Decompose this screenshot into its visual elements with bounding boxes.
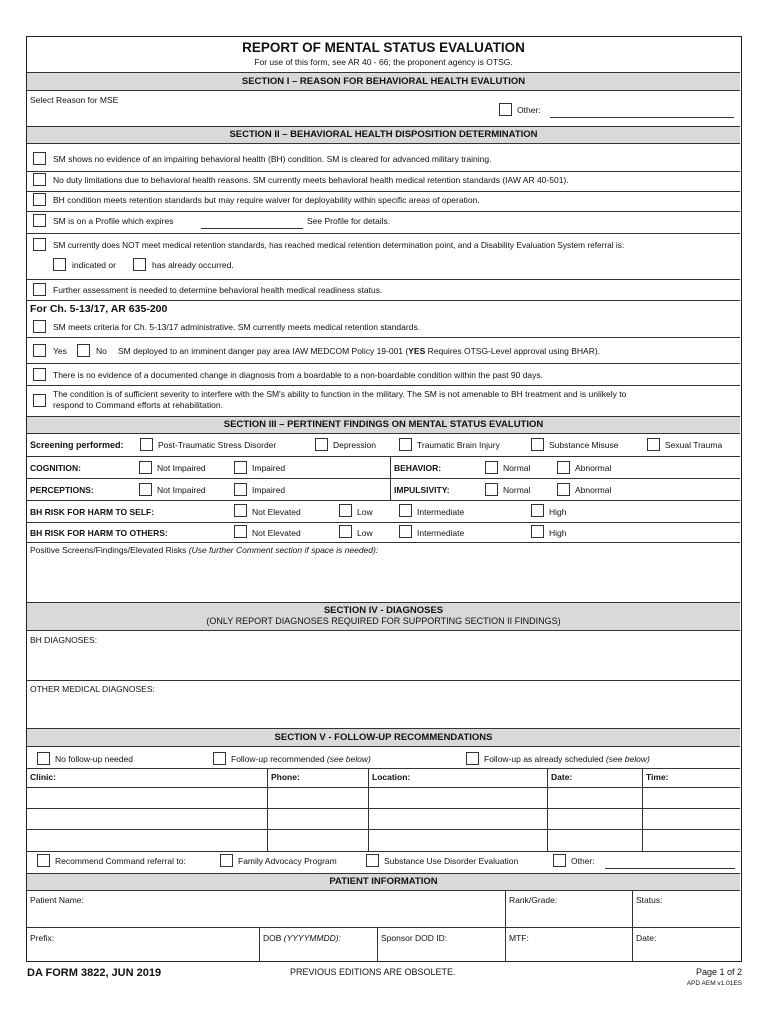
bh-diagnoses-field[interactable] [27, 646, 740, 680]
tbi-checkbox[interactable] [399, 438, 412, 451]
section-4-subtitle: (ONLY REPORT DIAGNOSES REQUIRED FOR SUPPORTING SECTION II FINDINGS) [206, 616, 561, 626]
cognition-not-impaired-checkbox[interactable] [139, 461, 152, 474]
select-reason-label: Select Reason for MSE [30, 95, 119, 105]
risk-self-not-elevated-checkbox[interactable] [234, 504, 247, 517]
risk-others-high-checkbox[interactable] [531, 525, 544, 538]
deployed-statement: SM deployed to an imminent danger pay area IAW MEDCOM Policy 19-001 (YES Requires OTSG-Level approval using BHAR). [118, 346, 601, 356]
patient-name-label: Patient Name: [30, 895, 84, 905]
mse-form [26, 36, 742, 962]
profile-label: SM is on a Profile which expires [53, 216, 174, 226]
reason-other-field[interactable] [550, 117, 734, 118]
other-diagnoses-field[interactable] [27, 695, 740, 728]
waiver-checkbox[interactable] [33, 193, 46, 206]
referral-other-label: Other: [571, 856, 595, 866]
section-3-header: SECTION III – PERTINENT FINDINGS ON MENTAL STATUS EVALUTION [27, 416, 740, 434]
phone-label: Phone: [271, 772, 300, 782]
form-title: REPORT OF MENTAL STATUS EVALUATION [242, 40, 525, 55]
followup-scheduled-checkbox[interactable] [466, 752, 479, 765]
severity-label-1: The condition is of sufficient severity to interfere with the SM's ability to function in the military. The SM is not amenable to BH treatment and is unlikely to [53, 389, 627, 399]
behavior-label: BEHAVIOR: [394, 463, 442, 473]
behavior-abnormal-label: Abnormal [575, 463, 612, 473]
cognition-not-impaired-label: Not Impaired [157, 463, 206, 473]
risk-others-low-label: Low [357, 528, 373, 538]
impulsivity-abnormal-label: Abnormal [575, 485, 612, 495]
other-diagnoses-label: OTHER MEDICAL DIAGNOSES: [30, 684, 155, 694]
risk-self-high-checkbox[interactable] [531, 504, 544, 517]
family-advocacy-checkbox[interactable] [220, 854, 233, 867]
screening-label: Screening performed: [30, 440, 124, 450]
deployed-yes-label: Yes [53, 346, 67, 356]
severity-checkbox[interactable] [33, 394, 46, 407]
des-occurred-checkbox[interactable] [133, 258, 146, 271]
deployed-no-label: No [96, 346, 107, 356]
des-indicated-checkbox[interactable] [53, 258, 66, 271]
positive-screens-label: Positive Screens/Findings/Elevated Risks (Use further Comment section if space is needed): [30, 545, 379, 555]
followup-scheduled-label: Follow-up as already scheduled (see below) [484, 754, 650, 764]
reason-other-label: Other: [517, 105, 541, 115]
further-assessment-checkbox[interactable] [33, 283, 46, 296]
no-impairing-condition-checkbox[interactable] [33, 152, 46, 165]
risk-others-not-elevated-checkbox[interactable] [234, 525, 247, 538]
ptsd-label: Post-Traumatic Stress Disorder [158, 440, 277, 450]
profile-details-label: See Profile for details. [307, 216, 391, 226]
followup-row-3[interactable] [27, 830, 740, 851]
behavior-abnormal-checkbox[interactable] [557, 461, 570, 474]
referral-other-field[interactable] [605, 868, 735, 869]
form-subtitle: For use of this form, see AR 40 - 66; the proponent agency is OTSG. [254, 57, 513, 67]
no-diagnosis-change-label: There is no evidence of a documented change in diagnosis from a boardable to a non-boardable condition within the past 90 days. [53, 370, 544, 380]
cognition-label: COGNITION: [30, 463, 81, 473]
impulsivity-normal-label: Normal [503, 485, 531, 495]
clinic-label: Clinic: [30, 772, 56, 782]
no-followup-checkbox[interactable] [37, 752, 50, 765]
risk-self-not-elevated-label: Not Elevated [252, 507, 301, 517]
further-assessment-label: Further assessment is needed to determine behavioral health medical readiness status. [53, 285, 383, 295]
ptsd-checkbox[interactable] [140, 438, 153, 451]
risk-self-label: BH RISK FOR HARM TO SELF: [30, 507, 155, 517]
risk-self-intermediate-checkbox[interactable] [399, 504, 412, 517]
sud-evaluation-checkbox[interactable] [366, 854, 379, 867]
substance-misuse-label: Substance Misuse [549, 440, 619, 450]
depression-checkbox[interactable] [315, 438, 328, 451]
followup-date-label: Date: [551, 772, 573, 782]
des-indicated-label: indicated or [72, 260, 116, 270]
cognition-impaired-label: Impaired [252, 463, 286, 473]
risk-self-low-checkbox[interactable] [339, 504, 352, 517]
sexual-trauma-label: Sexual Trauma [665, 440, 723, 450]
sud-evaluation-label: Substance Use Disorder Evaluation [384, 856, 519, 866]
status-label: Status: [636, 895, 663, 905]
followup-recommended-label: Follow-up recommended (see below) [231, 754, 371, 764]
bh-diagnoses-label: BH DIAGNOSES: [30, 635, 98, 645]
cognition-impaired-checkbox[interactable] [234, 461, 247, 474]
risk-others-label: BH RISK FOR HARM TO OTHERS: [30, 528, 168, 538]
patient-date-label: Date: [636, 933, 657, 943]
risk-self-low-label: Low [357, 507, 373, 517]
no-duty-limitations-label: No duty limitations due to behavioral health reasons. SM currently meets behavioral health medical retention standards (IAW AR 40-501). [53, 175, 569, 185]
not-meet-retention-label: SM currently does NOT meet medical retention standards, has reached medical retention determination point, and a Disability Evaluation System referral is: [53, 240, 625, 250]
not-meet-retention-checkbox[interactable] [33, 238, 46, 251]
deployed-no-checkbox[interactable] [77, 344, 90, 357]
section-4-title: SECTION IV - DIAGNOSES [323, 605, 444, 616]
dob-label: DOB (YYYYMMDD): [263, 933, 341, 943]
perceptions-impaired-checkbox[interactable] [234, 483, 247, 496]
perceptions-not-impaired-checkbox[interactable] [139, 483, 152, 496]
no-followup-label: No follow-up needed [55, 754, 133, 764]
followup-recommended-checkbox[interactable] [213, 752, 226, 765]
risk-self-intermediate-label: Intermediate [417, 507, 465, 517]
substance-misuse-checkbox[interactable] [531, 438, 544, 451]
sponsor-dod-id-label: Sponsor DOD ID: [381, 933, 448, 943]
chapter-title: For Ch. 5-13/17, AR 635-200 [30, 303, 168, 315]
impulsivity-abnormal-checkbox[interactable] [557, 483, 570, 496]
no-duty-limitations-checkbox[interactable] [33, 173, 46, 186]
ch-criteria-checkbox[interactable] [33, 320, 46, 333]
prefix-label: Prefix: [30, 933, 55, 943]
perceptions-impaired-label: Impaired [252, 485, 286, 495]
risk-self-high-label: High [549, 507, 567, 517]
sexual-trauma-checkbox[interactable] [647, 438, 660, 451]
referral-other-checkbox[interactable] [553, 854, 566, 867]
profile-checkbox[interactable] [33, 214, 46, 227]
family-advocacy-label: Family Advocacy Program [238, 856, 337, 866]
followup-row-1[interactable] [27, 788, 740, 808]
followup-time-label: Time: [646, 772, 669, 782]
form-version: APD AEM v1.01ES [686, 980, 742, 987]
risk-others-high-label: High [549, 528, 567, 538]
deployed-yes-checkbox[interactable] [33, 344, 46, 357]
no-diagnosis-change-checkbox[interactable] [33, 368, 46, 381]
waiver-label: BH condition meets retention standards but may require waiver for deployability within specific areas of operation. [53, 195, 480, 205]
location-label: Location: [372, 772, 411, 782]
section-4-header [27, 602, 740, 631]
reason-other-checkbox[interactable] [499, 103, 512, 116]
severity-label-2: respond to Command efforts at rehabilitation. [53, 400, 223, 410]
command-referral-checkbox[interactable] [37, 854, 50, 867]
risk-others-not-elevated-label: Not Elevated [252, 528, 301, 538]
patient-info-header: PATIENT INFORMATION [27, 873, 740, 891]
mtf-label: MTF: [509, 933, 529, 943]
positive-screens-field[interactable] [27, 556, 740, 601]
behavior-normal-label: Normal [503, 463, 531, 473]
section-5-header: SECTION V - FOLLOW-UP RECOMMENDATIONS [27, 728, 740, 747]
previous-editions-note: PREVIOUS EDITIONS ARE OBSOLETE. [290, 967, 456, 977]
command-referral-label: Recommend Command referral to: [55, 856, 186, 866]
profile-expiry-field[interactable] [201, 228, 303, 229]
no-impairing-condition-label: SM shows no evidence of an impairing behavioral health (BH) condition. SM is cleared for advanced military training. [53, 154, 492, 164]
perceptions-label: PERCEPTIONS: [30, 485, 94, 495]
perceptions-not-impaired-label: Not Impaired [157, 485, 206, 495]
behavior-normal-checkbox[interactable] [485, 461, 498, 474]
impulsivity-normal-checkbox[interactable] [485, 483, 498, 496]
page-number: Page 1 of 2 [695, 967, 742, 977]
risk-others-low-checkbox[interactable] [339, 525, 352, 538]
des-occurred-label: has already occurred. [152, 260, 234, 270]
ch-criteria-label: SM meets criteria for Ch. 5-13/17 administrative. SM currently meets medical retention standards. [53, 322, 421, 332]
risk-others-intermediate-checkbox[interactable] [399, 525, 412, 538]
section-2-header: SECTION II – BEHAVIORAL HEALTH DISPOSITION DETERMINATION [27, 126, 740, 144]
tbi-label: Traumatic Brain Injury [417, 440, 500, 450]
depression-label: Depression [333, 440, 376, 450]
form-number: DA FORM 3822, JUN 2019 [27, 967, 162, 979]
followup-row-2[interactable] [27, 809, 740, 829]
rank-grade-label: Rank/Grade: [509, 895, 558, 905]
impulsivity-label: IMPULSIVITY: [394, 485, 450, 495]
section-1-header: SECTION I – REASON FOR BEHAVIORAL HEALTH EVALUTION [27, 72, 740, 91]
risk-others-intermediate-label: Intermediate [417, 528, 465, 538]
